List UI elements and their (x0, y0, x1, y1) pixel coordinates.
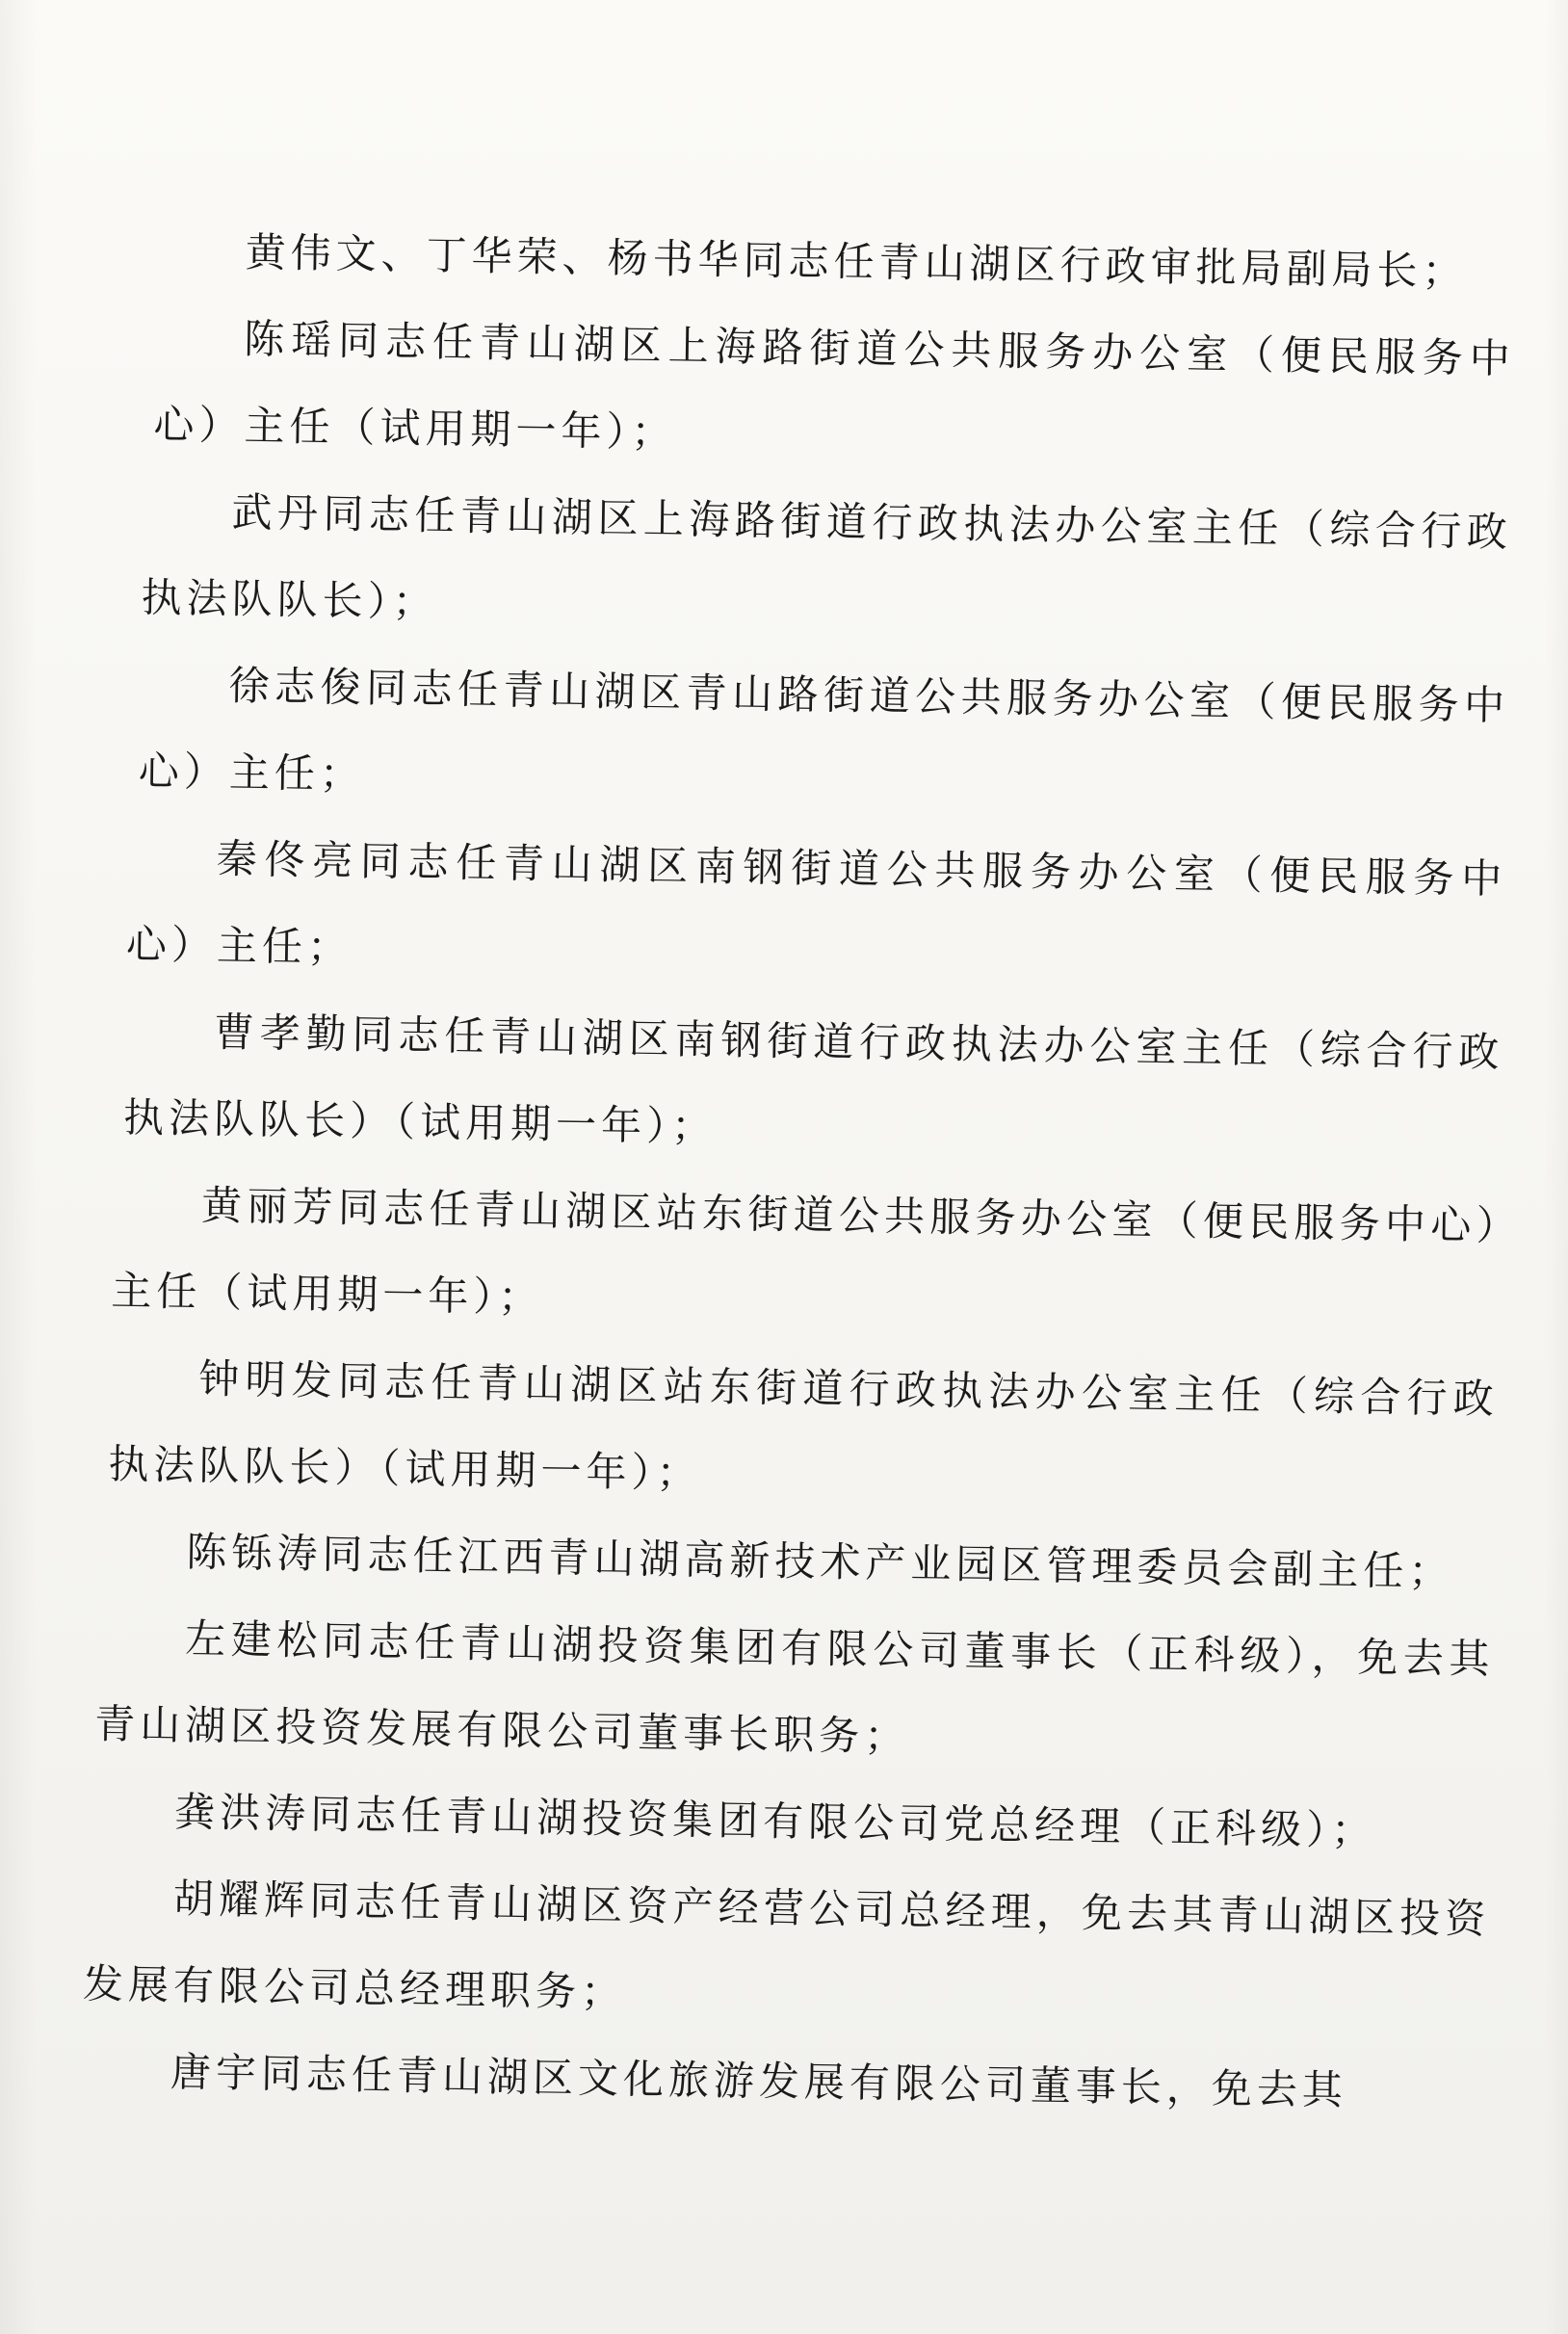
appointment-paragraph: 龚洪涛同志任青山湖投资集团有限公司党总经理（正科级）； (173, 1788, 1377, 1854)
scan-shadow-left (0, 0, 37, 2334)
appointment-paragraph: 黄丽芳同志任青山湖区站东街道公共服务办公室（便民服务中心）主任（试用期一年）； (110, 1181, 1502, 1322)
appointment-paragraph: 武丹同志任青山湖区上海路街道行政执法办公室主任（综合行政执法队队长）； (141, 488, 1513, 626)
appointment-paragraph: 陈铄涛同志任江西青山湖高新技术产业园区管理委员会副主任； (186, 1528, 1454, 1596)
appointment-paragraph: 曹孝勤同志任青山湖区南钢街道行政执法办公室主任（综合行政执法队队长）（试用期一年）； (122, 1008, 1504, 1150)
appointment-paragraph: 胡耀辉同志任青山湖区资产经营公司总经理，免去其青山湖区投资发展有限公司总经理职务； (82, 1875, 1491, 2016)
appointment-paragraph: 徐志俊同志任青山湖区青山路街道公共服务办公室（便民服务中心）主任； (138, 661, 1510, 799)
appointment-paragraph: 黄伟文、丁华荣、杨书华同志任青山湖区行政审批局副局长； (245, 228, 1468, 296)
appointment-paragraph: 钟明发同志任青山湖区站东街道行政执法办公室主任（综合行政执法队队长）（试用期一年）； (108, 1354, 1500, 1497)
document-body (81, 207, 1517, 2137)
appointment-paragraph: 秦佟亮同志任青山湖区南钢街道公共服务办公室（便民服务中心）主任； (125, 834, 1507, 972)
scan-shadow-right (1545, 0, 1568, 2334)
appointment-paragraph: 左建松同志任青山湖投资集团有限公司董事长（正科级），免去其青山湖区投资发展有限公司董事长职务； (93, 1614, 1495, 1761)
appointment-paragraph: 唐宇同志任青山湖区文化旅游发展有限公司董事长，免去其 (170, 2048, 1348, 2114)
appointment-paragraph: 陈瑶同志任青山湖区上海路街道公共服务办公室（便民服务中心）主任（试用期一年）； (153, 315, 1516, 457)
